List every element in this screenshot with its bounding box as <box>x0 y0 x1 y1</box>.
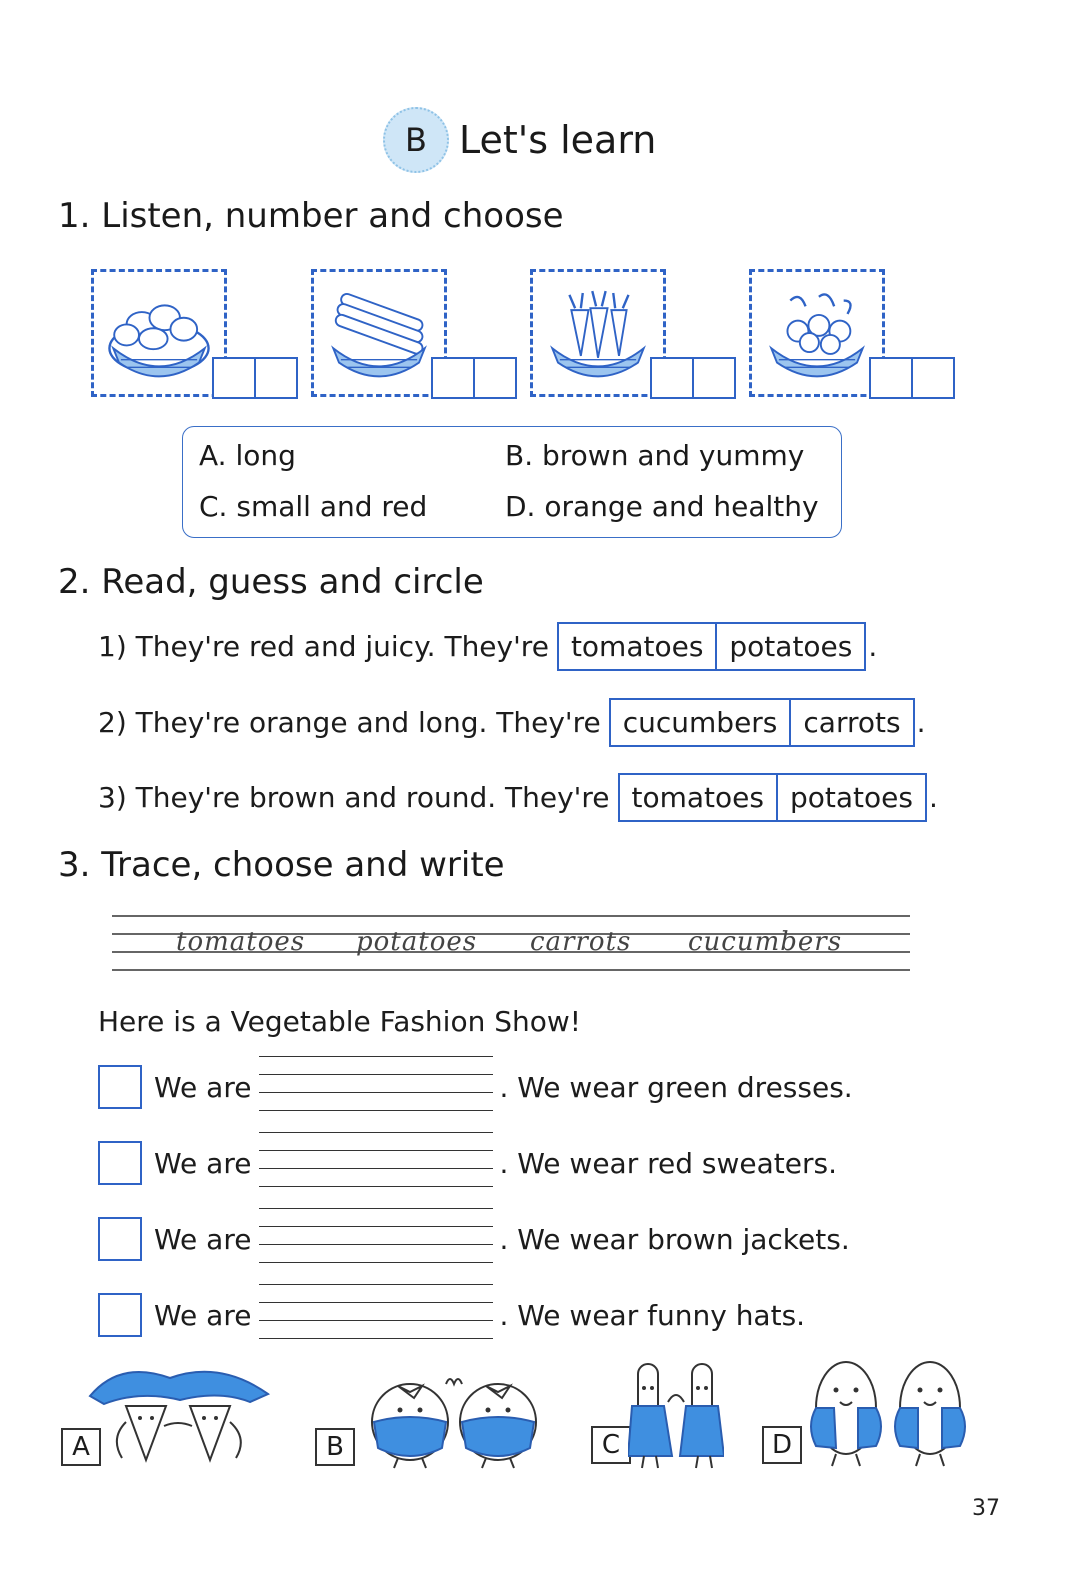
row-suffix: . We wear green dresses. <box>499 1070 853 1104</box>
letter-box[interactable] <box>911 357 955 399</box>
question-text: 1) They're red and juicy. They're <box>98 630 549 663</box>
section-badge: B <box>383 107 449 173</box>
choice-tomatoes[interactable]: tomatoes <box>570 630 704 663</box>
choice-group <box>609 698 915 747</box>
choice-group <box>557 622 866 671</box>
number-box[interactable] <box>869 357 913 399</box>
options-box <box>182 426 842 538</box>
question-2 <box>98 698 925 747</box>
row-suffix: . We wear red sweaters. <box>499 1146 837 1180</box>
trace-word-cucumbers: cucumbers <box>688 927 843 957</box>
carrots-basket-icon <box>530 269 666 397</box>
option-a: A. long <box>199 439 296 472</box>
choice-potatoes[interactable]: potatoes <box>776 775 925 820</box>
section-2-title: 2. Read, guess and circle <box>58 562 484 602</box>
section-header <box>383 104 656 176</box>
answer-boxes-2 <box>431 357 517 399</box>
write-in-field[interactable] <box>259 1126 493 1200</box>
period: . <box>868 630 878 663</box>
fill-row-3 <box>98 1202 850 1276</box>
row-prefix: We are <box>154 1070 252 1104</box>
fill-row-1 <box>98 1050 853 1124</box>
answer-checkbox[interactable] <box>98 1065 142 1109</box>
trace-word-potatoes: potatoes <box>356 927 478 957</box>
write-in-field[interactable] <box>259 1202 493 1276</box>
character-letter-c: C <box>591 1426 631 1464</box>
row-prefix: We are <box>154 1146 252 1180</box>
character-letter-a: A <box>61 1428 101 1466</box>
question-1 <box>98 622 877 671</box>
carrots-in-hats-icon <box>80 1356 276 1470</box>
number-box[interactable] <box>431 357 475 399</box>
write-in-field[interactable] <box>259 1278 493 1352</box>
cucumbers-in-dresses-icon <box>628 1358 724 1470</box>
question-text: 3) They're brown and round. They're <box>98 781 610 814</box>
fill-row-2 <box>98 1126 837 1200</box>
option-d: D. orange and healthy <box>505 490 819 523</box>
header-title: Let's learn <box>459 118 657 162</box>
section-1-title: 1. Listen, number and choose <box>58 196 564 236</box>
tomatoes-basket-icon <box>749 269 885 397</box>
letter-box[interactable] <box>254 357 298 399</box>
fill-row-4 <box>98 1278 805 1352</box>
answer-boxes-4 <box>869 357 955 399</box>
option-c: C. small and red <box>199 490 428 523</box>
option-b: B. brown and yummy <box>505 439 805 472</box>
letter-box[interactable] <box>692 357 736 399</box>
number-box[interactable] <box>212 357 256 399</box>
row-suffix: . We wear brown jackets. <box>499 1222 850 1256</box>
row-prefix: We are <box>154 1298 252 1332</box>
trace-lines <box>112 910 912 976</box>
potatoes-basket-icon <box>91 269 227 397</box>
letter-box[interactable] <box>473 357 517 399</box>
section-3-title: 3. Trace, choose and write <box>58 845 505 885</box>
number-box[interactable] <box>650 357 694 399</box>
character-letter-b: B <box>315 1428 355 1466</box>
choice-group <box>618 773 927 822</box>
choice-carrots[interactable]: carrots <box>789 700 912 745</box>
answer-checkbox[interactable] <box>98 1141 142 1185</box>
trace-word-tomatoes: tomatoes <box>176 927 306 957</box>
write-in-field[interactable] <box>259 1050 493 1124</box>
period: . <box>928 781 938 814</box>
row-prefix: We are <box>154 1222 252 1256</box>
choice-tomatoes[interactable]: tomatoes <box>631 781 764 814</box>
row-suffix: . We wear funny hats. <box>499 1298 806 1332</box>
question-3 <box>98 773 938 822</box>
choice-potatoes[interactable]: potatoes <box>715 624 864 669</box>
answer-boxes-1 <box>212 357 298 399</box>
character-letter-d: D <box>762 1426 802 1464</box>
intro-text: Here is a Vegetable Fashion Show! <box>98 1005 582 1038</box>
potatoes-in-jackets-icon <box>806 1356 972 1470</box>
page-number: 37 <box>972 1496 1000 1521</box>
answer-boxes-3 <box>650 357 736 399</box>
trace-word-carrots: carrots <box>530 927 632 957</box>
answer-checkbox[interactable] <box>98 1293 142 1337</box>
question-text: 2) They're orange and long. They're <box>98 706 601 739</box>
cucumbers-basket-icon <box>311 269 447 397</box>
choice-cucumbers[interactable]: cucumbers <box>622 706 778 739</box>
tomatoes-in-sweaters-icon <box>358 1372 554 1470</box>
period: . <box>916 706 926 739</box>
answer-checkbox[interactable] <box>98 1217 142 1261</box>
